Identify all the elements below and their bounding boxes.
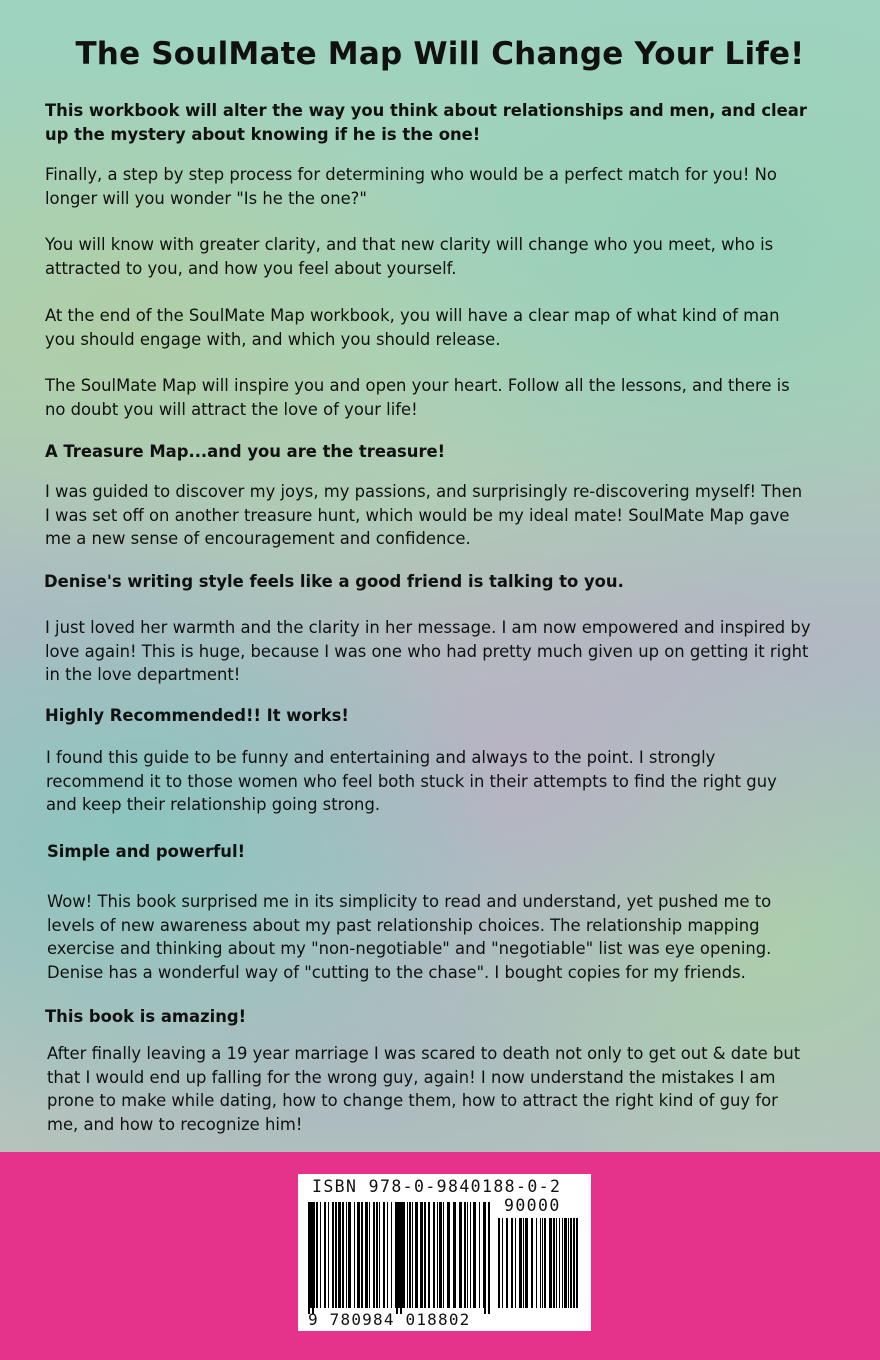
paragraph-line: Finally, a step by step process for determining who would be a perfect match for you! No	[45, 165, 777, 184]
ean-digits: 9 780984 018802	[308, 1310, 471, 1329]
paragraph-line: attracted to you, and how you feel about yourself.	[45, 258, 457, 278]
review-line: love again! This is huge, because I was one who had pretty much given up on getting it right	[45, 641, 809, 661]
review-heading: Highly Recommended!! It works!	[45, 706, 349, 725]
review-line: me a new sense of encouragement and confidence.	[45, 529, 471, 548]
review-heading: This book is amazing!	[45, 1007, 247, 1026]
intro-line: up the mystery about knowing if he is the one!	[45, 124, 481, 144]
barcode-bars	[298, 1174, 591, 1331]
review-line: levels of new awareness about my past relationship choices. The relationship mapping	[47, 915, 760, 935]
intro-line: This workbook will alter the way you think about relationships and men, and clear	[45, 101, 807, 120]
review-body	[47, 1042, 800, 1136]
page-title: The SoulMate Map Will Change Your Life!	[75, 36, 805, 72]
paragraph-line: longer will you wonder "Is he the one?"	[45, 188, 367, 208]
paragraph-2	[45, 233, 773, 280]
review-body	[47, 890, 771, 984]
review-line: in the love department!	[45, 665, 241, 684]
paragraph-1	[45, 163, 777, 210]
review-heading: Simple and powerful!	[47, 842, 246, 861]
intro-blurb	[45, 99, 807, 146]
paragraph-3	[45, 304, 779, 351]
review-line: Wow! This book surprised me in its simplicity to read and understand, yet pushed me to	[47, 892, 772, 911]
isbn-barcode	[298, 1174, 591, 1331]
review-line: I was set off on another treasure hunt, which would be my ideal mate! SoulMate Map gave	[45, 505, 790, 525]
review-line: me, and how to recognize him!	[47, 1114, 303, 1134]
review-heading: A Treasure Map...and you are the treasure!	[45, 442, 446, 461]
paragraph-line: You will know with greater clarity, and that new clarity will change who you meet, who is	[45, 235, 774, 254]
review-line: Denise has a wonderful way of "cutting to the chase". I bought copies for my friends.	[47, 962, 746, 982]
paragraph-line: The SoulMate Map will inspire you and open your heart. Follow all the lessons, and there is	[45, 376, 790, 395]
review-body	[45, 480, 802, 551]
review-line: I was guided to discover my joys, my passions, and surprisingly re-discovering myself! Then	[45, 482, 803, 501]
paragraph-line: At the end of the SoulMate Map workbook, you will have a clear map of what kind of man	[45, 306, 780, 325]
paragraph-line: you should engage with, and which you should release.	[45, 329, 501, 349]
review-line: recommend it to those women who feel both stuck in their attempts to find the right guy	[46, 771, 777, 791]
paragraph-line: no doubt you will attract the love of your life!	[45, 399, 418, 419]
review-line: and keep their relationship going strong.	[46, 795, 381, 814]
paragraph-4	[45, 374, 790, 421]
review-heading: Denise's writing style feels like a good friend is talking to you.	[44, 572, 624, 591]
isbn-label: ISBN 978-0-9840188-0-2	[312, 1177, 562, 1196]
review-line: prone to make while dating, how to change them, how to attract the right kind of guy for	[47, 1091, 778, 1110]
review-line: I just loved her warmth and the clarity in her message. I am now empowered and inspired by	[45, 618, 811, 637]
price-code: 90000	[504, 1196, 561, 1215]
review-line: exercise and thinking about my "non-negotiable" and "negotiable" list was eye opening.	[47, 939, 772, 958]
review-body	[45, 616, 811, 687]
review-body	[46, 746, 777, 817]
review-line: that I would end up falling for the wrong guy, again! I now understand the mistakes I am	[47, 1067, 776, 1087]
review-line: I found this guide to be funny and entertaining and always to the point. I strongly	[46, 748, 716, 767]
review-line: After finally leaving a 19 year marriage I was scared to death not only to get out & date but	[47, 1044, 801, 1063]
